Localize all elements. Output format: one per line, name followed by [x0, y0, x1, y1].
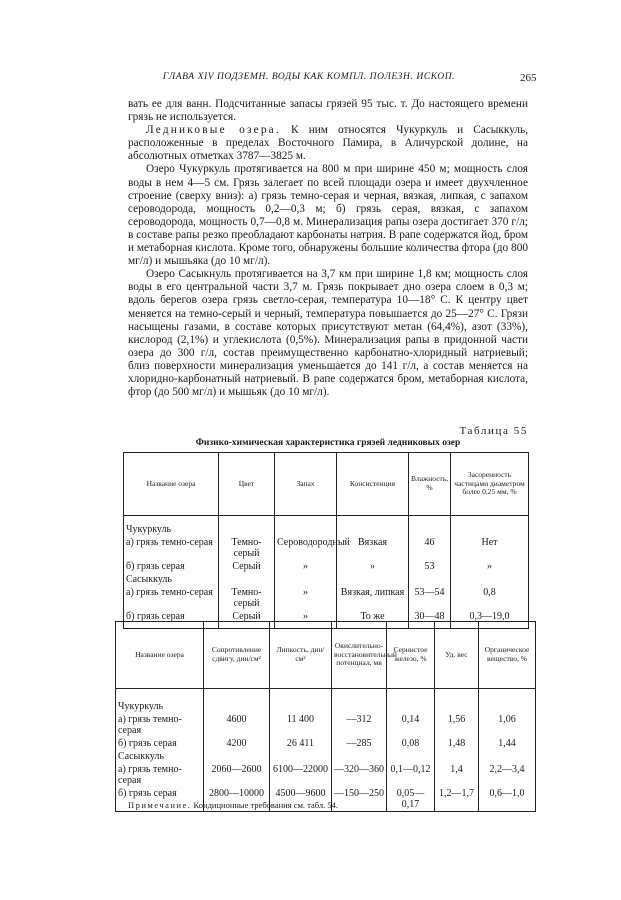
- table-header-row: [116, 622, 536, 689]
- chemical-properties-table: [115, 621, 536, 812]
- table-row: Чукуркуль: [124, 516, 529, 537]
- column-header: Влажность, %: [409, 453, 451, 516]
- column-header: Сернистое железо, %: [387, 622, 435, 689]
- column-header: Цвет: [219, 453, 275, 516]
- paragraph: Озеро Чукуркуль протягивается на 800 м при ширине 450 м; мощность слоя воды в нем 4—5 см. Грязь залегает по всей площади озера и имеет двухчленное строение (сверху вниз): а) грязь темно-серая и черная, вязкая, липкая, с запахом сероводорода, мощность 0,2—0,3 м; б) грязь серая, вязкая, с запахом сероводорода, мощность 0,7—0,8 м. Минерализация рапы озера достигает 370 г/л; в составе рапы резко преобладают карбонаты натрия. В рапе содержатся йод, бром и метаборная кислота. Кроме того, обнаружены большие количества фтора (до 800 мг/л) и мышьяка (до 10 мг/л).: [128, 163, 528, 268]
- table-row: б) грязь серая Серый » » 53 »: [124, 560, 529, 573]
- section-run-in-heading: Ледниковые озера.: [146, 124, 281, 137]
- table-caption: Физико-химическая характеристика грязей ледниковых озер: [195, 438, 461, 448]
- table-row: а) грязь темно-серая Темно-серый Сероводородный Вязкая 46 Нет: [124, 536, 529, 560]
- column-header: Окислительно-восстановительный потенциал, мв: [332, 622, 387, 689]
- column-header: Засоренность частицами диаметром более 0,25 мм, %: [451, 453, 529, 516]
- table-row: Сасыккуль: [116, 750, 536, 763]
- column-header: Липкость, дин/см²: [270, 622, 332, 689]
- column-header: Название озера: [116, 622, 204, 689]
- column-header: Название озера: [124, 453, 219, 516]
- footnote-text: Кондиционные требования см. табл. 54.: [191, 800, 338, 810]
- table-row: Сасыккуль: [124, 573, 529, 586]
- paragraph: Ледниковые озера. К ним относятся Чукуркуль и Сасыккуль, расположенные в пределах Восточного Памира, в Аличурской долине, на абсолютных отметках 3787—3825 м.: [128, 124, 528, 163]
- table-row: б) грязь серая Серый » То же 30—48 0,3—19,0: [124, 610, 529, 629]
- column-header: Сопротивление сдвигу, дин/см²: [204, 622, 270, 689]
- paragraph: Озеро Сасыкнуль протягивается на 3,7 км при ширине 1,8 км; мощность слоя воды в его центральной части 3,7 м. Грязь покрывает дно озера слоем в 0,3 м; вдоль берегов озера грязь светло-серая, температура 10—18° С. К центру цвет меняется на темно-серый и черный, температура повышается до 25—27° С. Грязи насыщены газами, в составе которых присутствуют метан (64,4%), азот (33%), кислород (2,1%) и углекислота (0,5%). Минерализация рапы в придонной части озера до 300 г/л, состав преимущественно карбонатно-хлоридный натриевый; близ поверхности минерализация уменьшается до 141 г/л, а состав меняется на хлоридно-карбонатный натриевый. В рапе содержатся бром, метаборная кислота, фтор (до 500 мг/л) и мышьяк (до 10 мг/л).: [128, 268, 528, 399]
- table-row: б) грязь серая 4200 26 411 —285 0,08 1,48 1,44: [116, 737, 536, 750]
- table-row: а) грязь темно-серая 2060—2600 6100—22000 —320—360 0,1—0,12 1,4 2,2—3,4: [116, 763, 536, 787]
- page-number: 265: [520, 72, 537, 84]
- table-row: а) грязь темно-серая 4600 11 400 —312 0,14 1,56 1,06: [116, 713, 536, 737]
- table-footnote: [128, 800, 338, 810]
- table-row: а) грязь темно-серая Темно-серый » Вязкая, липкая 53—54 0,8: [124, 586, 529, 610]
- footnote-label: Примечание.: [128, 800, 192, 810]
- column-header: Запах: [275, 453, 337, 516]
- column-header: Уд. вес: [435, 622, 479, 689]
- table-row: Чукуркуль: [116, 689, 536, 714]
- physical-properties-table: [123, 452, 529, 629]
- running-header: ГЛАВА XIV ПОДЗЕМН. ВОДЫ КАК КОМПЛ. ПОЛЕЗН. ИСКОП.: [162, 72, 456, 82]
- table-row: б) грязь серая 2800—10000 4500—9600 —150—250 0,05—0,17 1,2—1,7 0,6—1,0: [116, 787, 536, 812]
- paragraph: вать ее для ванн. Подсчитанные запасы грязей 95 тыс. т. До настоящего времени грязь не используется.: [128, 98, 528, 124]
- table-header-row: [124, 453, 529, 516]
- table-number: Таблица 55: [459, 425, 528, 437]
- column-header: Органическое вещество, %: [479, 622, 536, 689]
- column-header: Консистенция: [337, 453, 409, 516]
- body-text: [128, 98, 528, 399]
